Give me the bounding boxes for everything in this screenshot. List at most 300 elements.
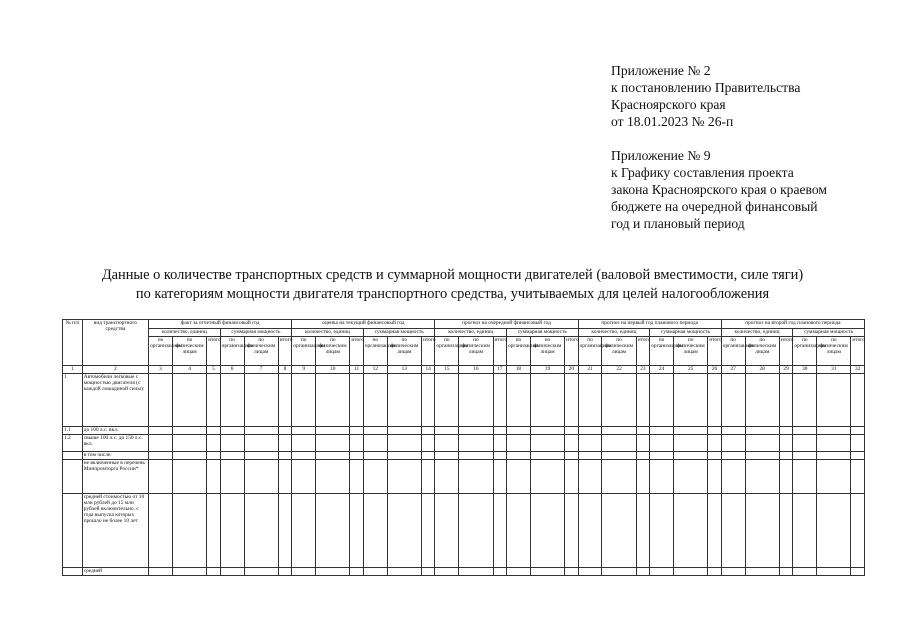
column-number: 8 <box>278 366 292 374</box>
data-cell <box>507 435 531 452</box>
data-cell <box>507 427 531 435</box>
data-cell <box>851 568 865 576</box>
column-number: 14 <box>421 366 434 374</box>
header-period: прогноз на второй год планового периода <box>721 320 864 329</box>
data-cell <box>602 435 636 452</box>
data-cell <box>745 452 779 460</box>
header-by-individuals: по физическим лицам <box>530 337 564 366</box>
data-cell <box>565 494 579 568</box>
column-number: 13 <box>387 366 421 374</box>
data-cell <box>493 494 506 568</box>
header-power: суммарная мощность <box>220 329 292 337</box>
data-cell <box>459 460 493 494</box>
header-total: итого <box>278 337 292 366</box>
data-cell <box>565 427 579 435</box>
column-number: 27 <box>721 366 745 374</box>
data-cell <box>207 460 220 494</box>
appendix-line: к постановлению Правительства <box>611 80 801 95</box>
header-total: итого <box>636 337 649 366</box>
data-cell <box>350 435 363 452</box>
data-cell <box>292 435 316 452</box>
data-cell <box>316 568 350 576</box>
data-cell <box>292 460 316 494</box>
header-total: итого <box>565 337 579 366</box>
data-cell <box>793 435 817 452</box>
data-cell <box>220 568 244 576</box>
header-vehicle-type: вид транспортного средства <box>82 320 148 366</box>
data-cell <box>207 494 220 568</box>
table-row <box>63 435 865 452</box>
header-period: прогноз на первый год планового периода <box>578 320 721 329</box>
appendix-line: Приложение № 9 <box>611 148 711 163</box>
data-cell <box>278 568 292 576</box>
data-cell <box>316 427 350 435</box>
header-power: суммарная мощность <box>650 329 722 337</box>
data-cell <box>350 494 363 568</box>
column-number: 17 <box>493 366 506 374</box>
data-cell <box>292 374 316 427</box>
header-by-individuals: по физическим лицам <box>674 337 708 366</box>
column-number: 12 <box>363 366 387 374</box>
data-cell <box>851 460 865 494</box>
data-cell <box>530 374 564 427</box>
data-cell <box>316 460 350 494</box>
data-cell <box>565 568 579 576</box>
data-cell <box>674 435 708 452</box>
column-number: 31 <box>817 366 851 374</box>
column-number: 32 <box>851 366 865 374</box>
data-cell <box>387 374 421 427</box>
data-cell <box>708 435 721 452</box>
data-cell <box>278 452 292 460</box>
table-row <box>63 337 865 366</box>
data-cell <box>530 494 564 568</box>
row-label: Автомобили легковые с мощностью двигателя (с каждой лошадиной силы): <box>82 374 148 427</box>
appendix-line: к Графику составления проекта <box>611 165 794 180</box>
table-row <box>63 427 865 435</box>
data-cell <box>363 452 387 460</box>
data-cell <box>636 460 649 494</box>
column-number: 4 <box>172 366 206 374</box>
data-cell <box>421 427 434 435</box>
header-quantity: количество, единиц <box>435 329 507 337</box>
data-cell <box>207 435 220 452</box>
data-cell <box>817 568 851 576</box>
header-power: суммарная мощность <box>363 329 435 337</box>
header-period: оценка на текущий финансовый год <box>292 320 435 329</box>
header-power: суммарная мощность <box>793 329 865 337</box>
header-by-organizations: по организациям <box>507 337 531 366</box>
data-cell <box>459 494 493 568</box>
data-cell <box>493 568 506 576</box>
data-cell <box>435 568 459 576</box>
data-cell <box>708 460 721 494</box>
data-cell <box>172 427 206 435</box>
data-cell <box>817 427 851 435</box>
appendix-line: бюджете на очередной финансовый <box>611 199 818 214</box>
data-cell <box>350 460 363 494</box>
data-cell <box>350 452 363 460</box>
data-cell <box>363 460 387 494</box>
header-by-organizations: по организациям <box>149 337 173 366</box>
data-cell <box>721 568 745 576</box>
column-number: 25 <box>674 366 708 374</box>
data-cell <box>149 460 173 494</box>
column-number: 7 <box>244 366 278 374</box>
data-cell <box>363 427 387 435</box>
column-number: 22 <box>602 366 636 374</box>
data-cell <box>602 494 636 568</box>
data-cell <box>721 374 745 427</box>
data-cell <box>674 452 708 460</box>
data-cell <box>172 452 206 460</box>
column-number: 16 <box>459 366 493 374</box>
data-cell <box>292 494 316 568</box>
data-cell <box>793 460 817 494</box>
data-cell <box>459 427 493 435</box>
data-cell <box>674 568 708 576</box>
data-cell <box>387 568 421 576</box>
column-number: 29 <box>779 366 792 374</box>
data-cell <box>721 494 745 568</box>
table-row <box>63 374 865 427</box>
data-cell <box>149 568 173 576</box>
header-quantity: количество, единиц <box>292 329 364 337</box>
data-cell <box>493 460 506 494</box>
data-cell <box>292 452 316 460</box>
data-cell <box>363 568 387 576</box>
data-cell <box>493 374 506 427</box>
data-cell <box>602 460 636 494</box>
data-cell <box>578 494 602 568</box>
data-cell <box>779 568 792 576</box>
header-by-organizations: по организациям <box>650 337 674 366</box>
data-cell <box>650 494 674 568</box>
data-cell <box>817 460 851 494</box>
data-cell <box>708 374 721 427</box>
data-cell <box>421 374 434 427</box>
data-cell <box>220 374 244 427</box>
data-cell <box>636 568 649 576</box>
column-number: 21 <box>578 366 602 374</box>
data-cell <box>602 374 636 427</box>
data-cell <box>636 427 649 435</box>
column-number: 26 <box>708 366 721 374</box>
data-cell <box>459 452 493 460</box>
header-by-individuals: по физическим лицам <box>244 337 278 366</box>
header-by-individuals: по физическим лицам <box>172 337 206 366</box>
appendix-gap <box>611 130 891 147</box>
data-cell <box>172 568 206 576</box>
data-cell <box>459 568 493 576</box>
appendix-line: Красноярского края <box>611 97 726 112</box>
column-number: 15 <box>435 366 459 374</box>
appendix-line: год и плановый период <box>611 216 745 231</box>
header-num: № п/п <box>63 320 83 366</box>
column-number: 24 <box>650 366 674 374</box>
data-cell <box>350 427 363 435</box>
header-total: итого <box>708 337 721 366</box>
data-cell <box>530 427 564 435</box>
data-cell <box>149 494 173 568</box>
data-cell <box>578 568 602 576</box>
row-number <box>63 568 83 576</box>
data-cell <box>578 427 602 435</box>
data-cell <box>793 427 817 435</box>
data-cell <box>674 374 708 427</box>
data-cell <box>674 427 708 435</box>
data-cell <box>565 435 579 452</box>
column-number: 5 <box>207 366 220 374</box>
data-cell <box>387 435 421 452</box>
data-cell <box>851 374 865 427</box>
data-cell <box>817 374 851 427</box>
data-cell <box>530 452 564 460</box>
data-cell <box>530 435 564 452</box>
data-cell <box>435 435 459 452</box>
column-number: 20 <box>565 366 579 374</box>
data-cell <box>421 568 434 576</box>
row-number: 1.1 <box>63 427 83 435</box>
data-cell <box>636 494 649 568</box>
data-cell <box>149 427 173 435</box>
data-cell <box>636 374 649 427</box>
data-cell <box>650 374 674 427</box>
data-cell <box>435 460 459 494</box>
data-cell <box>421 452 434 460</box>
data-cell <box>350 568 363 576</box>
data-cell <box>779 452 792 460</box>
data-cell <box>650 460 674 494</box>
header-period: прогноз на очередной финансовый год <box>435 320 578 329</box>
data-cell <box>493 452 506 460</box>
data-cell <box>244 435 278 452</box>
column-number: 19 <box>530 366 564 374</box>
data-cell <box>363 374 387 427</box>
row-number <box>63 494 83 568</box>
data-cell <box>244 374 278 427</box>
data-cell <box>721 427 745 435</box>
data-cell <box>387 460 421 494</box>
header-by-individuals: по физическим лицам <box>817 337 851 366</box>
data-cell <box>278 374 292 427</box>
data-cell <box>387 427 421 435</box>
header-total: итого <box>851 337 865 366</box>
data-cell <box>851 452 865 460</box>
header-total: итого <box>350 337 363 366</box>
column-number: 1 <box>63 366 83 374</box>
column-number: 30 <box>793 366 817 374</box>
data-cell <box>779 374 792 427</box>
data-cell <box>421 460 434 494</box>
column-number: 9 <box>292 366 316 374</box>
appendix-line: Приложение № 2 <box>611 63 711 78</box>
data-cell <box>387 494 421 568</box>
data-cell <box>565 374 579 427</box>
data-cell <box>793 452 817 460</box>
data-cell <box>779 460 792 494</box>
data-cell <box>636 452 649 460</box>
data-cell <box>817 435 851 452</box>
data-cell <box>435 374 459 427</box>
column-number: 18 <box>507 366 531 374</box>
header-total: итого <box>779 337 792 366</box>
data-cell <box>650 427 674 435</box>
row-number <box>63 460 83 494</box>
data-cell <box>149 374 173 427</box>
data-cell <box>292 427 316 435</box>
data-cell <box>435 494 459 568</box>
data-cell <box>435 452 459 460</box>
data-cell <box>602 452 636 460</box>
row-label: в том числе: <box>82 452 148 460</box>
data-cell <box>172 494 206 568</box>
data-cell <box>278 460 292 494</box>
appendix-line: от 18.01.2023 № 26-п <box>611 114 734 129</box>
header-quantity: количество, единиц <box>578 329 650 337</box>
data-cell <box>745 374 779 427</box>
header-by-organizations: по организациям <box>220 337 244 366</box>
column-number: 2 <box>82 366 148 374</box>
data-cell <box>244 568 278 576</box>
data-cell <box>565 460 579 494</box>
data-cell <box>316 435 350 452</box>
data-cell <box>387 452 421 460</box>
data-cell <box>745 494 779 568</box>
data-cell <box>565 452 579 460</box>
data-cell <box>650 452 674 460</box>
data-cell <box>292 568 316 576</box>
data-cell <box>244 494 278 568</box>
data-cell <box>650 568 674 576</box>
data-cell <box>493 427 506 435</box>
vehicle-data-table <box>62 319 865 576</box>
row-label: средней стоимостью от 10 млн рублей до 15 млн рублей включительно, с года выпуска которых прошло не более 10 лет <box>82 494 148 568</box>
data-cell <box>674 460 708 494</box>
header-by-organizations: по организациям <box>363 337 387 366</box>
header-by-individuals: по физическим лицам <box>459 337 493 366</box>
data-cell <box>493 435 506 452</box>
table-row <box>63 452 865 460</box>
data-cell <box>278 435 292 452</box>
data-cell <box>316 452 350 460</box>
data-cell <box>244 427 278 435</box>
data-cell <box>435 427 459 435</box>
header-by-organizations: по организациям <box>435 337 459 366</box>
data-cell <box>636 435 649 452</box>
data-cell <box>745 435 779 452</box>
table-row <box>63 366 865 374</box>
data-cell <box>507 494 531 568</box>
data-cell <box>851 494 865 568</box>
data-cell <box>172 374 206 427</box>
header-by-individuals: по физическим лицам <box>316 337 350 366</box>
data-cell <box>602 427 636 435</box>
data-cell <box>779 494 792 568</box>
data-cell <box>708 494 721 568</box>
data-cell <box>220 494 244 568</box>
data-cell <box>172 460 206 494</box>
table-row <box>63 494 865 568</box>
header-by-individuals: по физическим лицам <box>745 337 779 366</box>
data-cell <box>745 568 779 576</box>
column-number: 23 <box>636 366 649 374</box>
row-label: не включенные в перечень Минпромторга России* <box>82 460 148 494</box>
data-cell <box>207 427 220 435</box>
data-cell <box>721 460 745 494</box>
title-line: Данные о количестве транспортных средств и суммарной мощности двигателей (валовой вместимости, силе тяги) <box>101 267 804 283</box>
data-cell <box>851 427 865 435</box>
row-label: средней <box>82 568 148 576</box>
data-cell <box>674 494 708 568</box>
data-cell <box>779 427 792 435</box>
header-by-organizations: по организациям <box>721 337 745 366</box>
data-cell <box>220 452 244 460</box>
table-row <box>63 320 865 329</box>
data-cell <box>507 452 531 460</box>
data-cell <box>578 452 602 460</box>
data-cell <box>459 374 493 427</box>
data-cell <box>745 460 779 494</box>
data-cell <box>530 568 564 576</box>
data-cell <box>220 427 244 435</box>
data-cell <box>220 460 244 494</box>
data-cell <box>149 452 173 460</box>
data-cell <box>244 452 278 460</box>
data-cell <box>745 427 779 435</box>
header-quantity: количество, единиц <box>721 329 793 337</box>
data-cell <box>459 435 493 452</box>
data-cell <box>578 460 602 494</box>
header-period: факт за отчетный финансовый год <box>149 320 292 329</box>
data-cell <box>708 568 721 576</box>
table-row <box>63 568 865 576</box>
data-cell <box>793 494 817 568</box>
data-cell <box>817 494 851 568</box>
column-number: 11 <box>350 366 363 374</box>
data-cell <box>207 374 220 427</box>
data-cell <box>530 460 564 494</box>
header-quantity: количество, единиц <box>149 329 221 337</box>
data-cell <box>650 435 674 452</box>
data-cell <box>817 452 851 460</box>
row-label: до 100 л.с. вкл. <box>82 427 148 435</box>
data-cell <box>708 427 721 435</box>
data-cell <box>363 494 387 568</box>
data-cell <box>207 568 220 576</box>
column-number: 10 <box>316 366 350 374</box>
data-cell <box>220 435 244 452</box>
data-cell <box>149 435 173 452</box>
data-cell <box>421 435 434 452</box>
header-by-organizations: по организациям <box>292 337 316 366</box>
data-cell <box>278 427 292 435</box>
row-number: 1 <box>63 374 83 427</box>
data-cell <box>721 435 745 452</box>
header-by-individuals: по физическим лицам <box>387 337 421 366</box>
data-cell <box>602 568 636 576</box>
data-cell <box>851 435 865 452</box>
header-by-organizations: по организациям <box>578 337 602 366</box>
appendix-line: закона Красноярского края о краевом <box>611 182 828 197</box>
header-by-individuals: по физическим лицам <box>602 337 636 366</box>
appendix-block <box>611 62 891 232</box>
header-total: итого <box>493 337 506 366</box>
data-cell <box>793 568 817 576</box>
data-cell <box>316 374 350 427</box>
header-total: итого <box>421 337 434 366</box>
table-row <box>63 460 865 494</box>
